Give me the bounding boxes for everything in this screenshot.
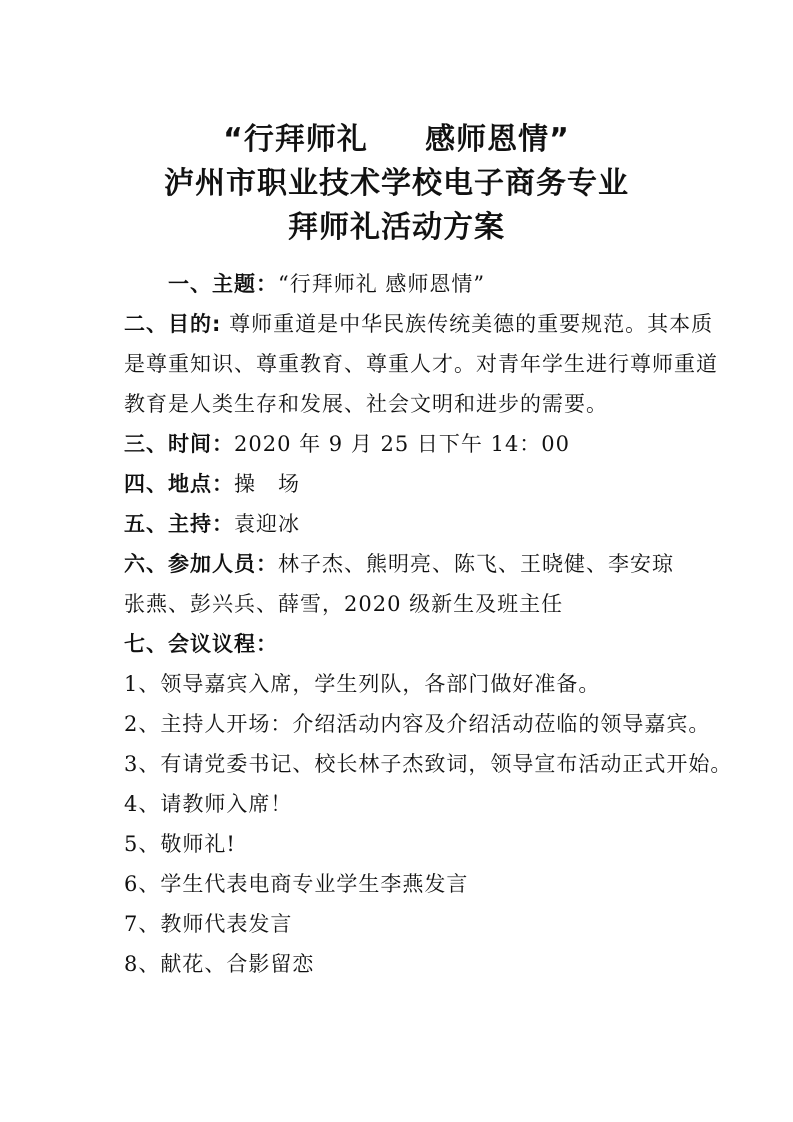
participants-text-2: 张燕、彭兴兵、薛雪，2020 级新生及班主任 xyxy=(124,592,564,616)
agenda-item: 4、请教师入席！ xyxy=(124,792,293,816)
agenda-item: 1、领导嘉宾入席，学生列队，各部门做好准备。 xyxy=(124,672,601,696)
place-label: 四、地点： xyxy=(124,472,234,496)
purpose-line-3 xyxy=(124,384,704,424)
place-line xyxy=(124,464,704,504)
host-label: 五、主持： xyxy=(124,512,234,536)
document-title xyxy=(0,118,793,250)
agenda-item: 6、学生代表电商专业学生李燕发言 xyxy=(124,872,469,896)
participants-line-2 xyxy=(124,584,704,624)
agenda-heading xyxy=(124,624,704,664)
agenda-item: 2、主持人开场：介绍活动内容及介绍活动莅临的领导嘉宾。 xyxy=(124,712,711,736)
agenda-label: 七、会议议程： xyxy=(124,632,278,656)
theme-value: “行拜师礼 感师恩情” xyxy=(278,272,486,296)
participants-line-1 xyxy=(124,544,704,584)
agenda-item: 3、有请党委书记、校长林子杰致词，领导宣布活动正式开始。 xyxy=(124,752,733,776)
participants-label: 六、参加人员： xyxy=(124,552,278,576)
time-line xyxy=(124,424,704,464)
purpose-text-1: 尊师重道是中华民族传统美德的重要规范。其本质 xyxy=(221,312,714,336)
purpose-line-1 xyxy=(124,304,714,344)
agenda-item: 7、教师代表发言 xyxy=(124,912,293,936)
purpose-text-2: 是尊重知识、尊重教育、尊重人才。对青年学生进行尊师重道 xyxy=(124,352,718,376)
theme-label: 一、主题： xyxy=(168,272,278,296)
purpose-line-2 xyxy=(124,344,718,384)
theme-line xyxy=(124,264,704,304)
time-value: 2020 年 9 月 25 日下午 14：00 xyxy=(234,432,571,456)
host-line xyxy=(124,504,704,544)
title-line-2: 泸州市职业技术学校电子商务专业 xyxy=(164,166,629,201)
agenda-item: 8、献花、合影留恋 xyxy=(124,952,315,976)
purpose-text-3: 教育是人类生存和发展、社会文明和进步的需要。 xyxy=(124,392,608,416)
title-line-3: 拜师礼活动方案 xyxy=(288,210,505,245)
time-label: 三、时间： xyxy=(124,432,234,456)
participants-text-1: 林子杰、熊明亮、陈飞、王晓健、李安琼 xyxy=(278,552,674,576)
agenda-item: 5、敬师礼! xyxy=(124,832,236,856)
host-value: 袁迎冰 xyxy=(234,512,300,536)
place-value: 操 场 xyxy=(234,472,300,496)
document-body xyxy=(124,264,733,984)
title-line-1: “行拜师礼 感师恩情” xyxy=(223,122,570,157)
purpose-label: 二、目的: xyxy=(124,312,222,336)
